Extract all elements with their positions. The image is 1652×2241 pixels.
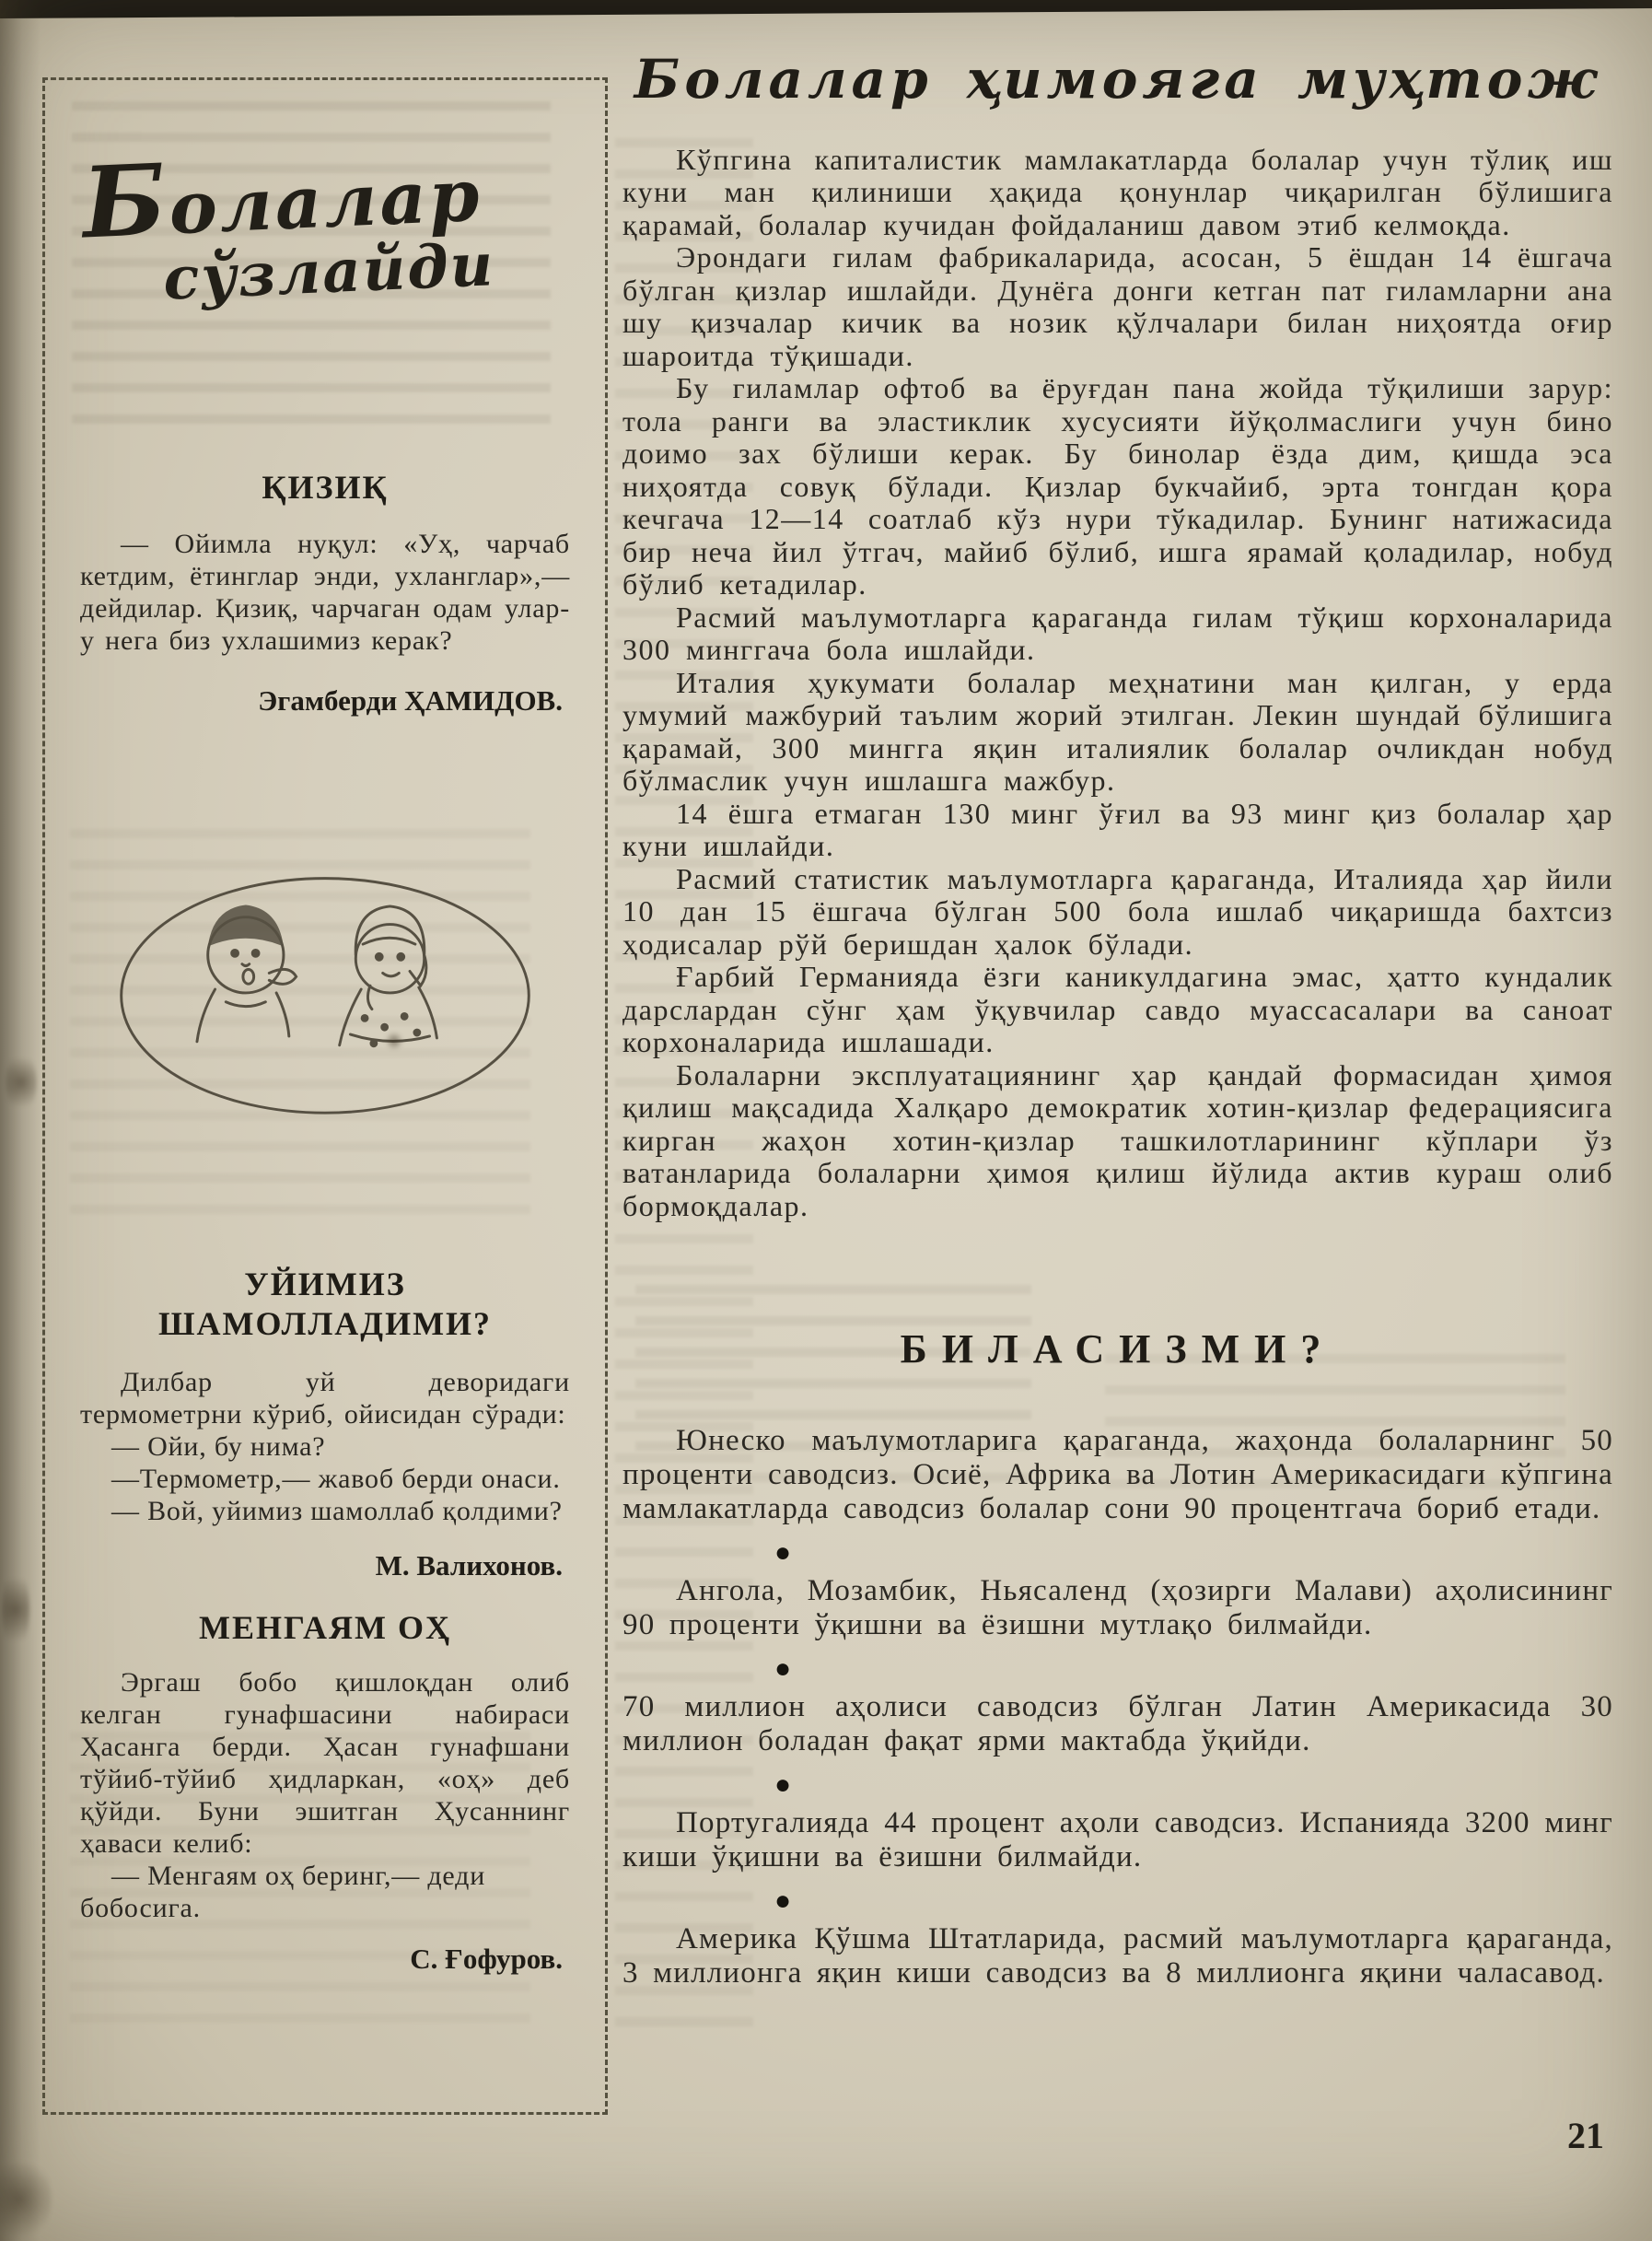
bilasizmi-item: Ангола, Мозамбик, Ньясаленд (ҳозирги Малави) аҳолисининг 90 проценти ўқишни ва ёзишни мутлақо билмайди. bbox=[622, 1574, 1613, 1642]
article-paragraph: Болаларни эксплуатациянинг ҳар қандай формасидан ҳимоя қилиш мақсадида Халқаро демократик хотин-қизлар федерациясига кирган жаҳон хотин-қизлар ташкилотларининг кўплари ўз ватанларида болаларни ҳимоя қилиш йўлида актив кураш олиб бормоқдалар. bbox=[622, 1057, 1613, 1222]
uyimiz-dialogue-line: —Термометр,— жавоб берди онаси. bbox=[111, 1464, 561, 1495]
paper-stain bbox=[385, 1032, 403, 1050]
uyimiz-dialogue-line: — Вой, уйимиз шамоллаб қолдими? bbox=[111, 1496, 563, 1527]
uyimiz-heading-line1: УЙИМИЗ bbox=[244, 1265, 406, 1302]
article-paragraph: Эрондаги гилам фабрикаларида, асосан, 5 ёшдан 14 ёшгача бўлган қизлар ишлайди. Дунёга донги кетган пат гиламларни ана шу қизчалар кичик ва нозик қўлчалари билан ниҳоятда оғир шароитда тўқишади. bbox=[622, 240, 1613, 372]
girl-figure bbox=[340, 906, 437, 1046]
mengayam-signature: С. Ғофуров. bbox=[410, 1943, 563, 1976]
boy-figure bbox=[197, 906, 297, 1042]
bilasizmi-item: Америка Қўшма Штатларида, расмий маълумотларга қараганда, 3 миллионга яқин киши саводсиз ва 8 миллионга яқини чаласавод. bbox=[622, 1922, 1613, 1990]
children-illustration bbox=[109, 856, 541, 1126]
bullet-separator-icon: ● bbox=[774, 1537, 792, 1569]
masthead-logo bbox=[81, 136, 574, 313]
article-paragraph: 14 ёшга етмаган 130 минг ўғил ва 93 минг қиз болалар ҳар куни ишлайди. bbox=[622, 796, 1613, 863]
uyimiz-heading-line2: ШАМОЛЛАДИМИ? bbox=[157, 1305, 493, 1343]
section-heading-qiziq: ҚИЗИҚ bbox=[262, 468, 389, 506]
uyimiz-dialogue-line: — Ойи, бу нима? bbox=[111, 1431, 326, 1463]
section-heading-uyimiz bbox=[80, 1265, 570, 1344]
uyimiz-intro: Дилбар уй деворидаги термометрни кўриб, ойисидан сўради: bbox=[80, 1367, 570, 1430]
article-paragraph: Расмий маълумотларга қараганда гилам тўқиш корхоналарида 300 минггача бола ишлайди. bbox=[622, 600, 1613, 667]
article-paragraph: Кўпгина капиталистик мамлакатларда болалар учун тўлиқ иш куни ман қилиниши ҳақида қонунлар чиқарилган бўлишига қарамай, болалар кучидан фойдаланиш давом этиб келмоқда. bbox=[622, 142, 1613, 241]
qiziq-body: — Ойимла нуқул: «Уҳ, чарчаб кетдим, ётинглар энди, ухланглар»,—дейдилар. Қизиқ, чарчаган одам улар-у нега биз ухлашимиз керак? bbox=[80, 528, 570, 656]
left-column-box bbox=[42, 77, 608, 2115]
bullet-separator-icon: ● bbox=[774, 1769, 792, 1801]
masthead-logo-line2: сўзлайди bbox=[161, 229, 496, 314]
mengayam-body: Эргаш бобо қишлоқдан олиб келган гунафшасини набираси Ҳасанга берди. Ҳасан гунафшани тўйиб-тўйиб ҳидларкан, «оҳ» деб қўйди. Буни эшитган Ҳусаннинг ҳаваси келиб: bbox=[80, 1667, 570, 1860]
page-number: 21 bbox=[1567, 2115, 1604, 2156]
masthead-logo-line1: Болалар bbox=[80, 141, 484, 261]
scan-edge-left bbox=[0, 0, 41, 2241]
article-paragraph: Бу гиламлар офтоб ва ёруғдан пана жойда тўқилиши зарур: тола ранги ва эластиклик хусусияти йўқолмаслиги учун бино доимо зах бўлиши керак. Бу бинолар ёзда дим, қишда эса ниҳоятда совуқ бўлади. Қизлар букчайиб, эрта тонгдан қора кечгача 12—14 соатлаб кўз нури тўкадилар. Бунинг натижасида бир неча йил ўтгач, майиб бўлиб, ишга ярамай қоладилар, нобуд бўлиб кетадилар. bbox=[622, 371, 1613, 601]
article-title: Болалар ҳимояга муҳтож bbox=[634, 48, 1602, 111]
article-paragraph: Италия ҳукумати болалар меҳнатини ман қилган, у ерда умумий мажбурий таълим жорий этилган. Лекин шундай бўлишига қарамай, 300 мингга яқин италиялик болалар очликдан нобуд бўлмаслик учун ишлашга мажбур. bbox=[622, 665, 1613, 798]
article-paragraph: Ғарбий Германияда ёзги каникулдагина эмас, ҳатто кундалик дарслардан сўнг ҳам ўқувчилар савдо муассасалари ва саноат корхоналарида ишлашади. bbox=[622, 960, 1613, 1059]
bilasizmi-item: 70 миллион аҳолиси саводсиз бўлган Латин Америкасида 30 миллион боладан фақат ярми мактабда ўқийди. bbox=[622, 1690, 1613, 1758]
main-article-column bbox=[622, 33, 1613, 1990]
bilasizmi-item: Португалияда 44 процент аҳоли саводсиз. Испанияда 3200 минг киши ўқишни ва ёзишни билмайди. bbox=[622, 1806, 1613, 1874]
article-paragraph: Расмий статистик маълумотларга қараганда, Италияда ҳар йили 10 дан 15 ёшгача бўлган 500 бола ишлаб чиқаришда бахтсиз ҳодисалар рўй беришдан ҳалок бўлади. bbox=[622, 861, 1613, 961]
qiziq-signature: Эгамберди ҲАМИДОВ. bbox=[258, 683, 563, 717]
mengayam-dialogue-line: — Менгаям оҳ беринг,— деди бобосига. bbox=[80, 1861, 486, 1924]
section-heading-mengayam: МЕНГАЯМ ОҲ bbox=[199, 1609, 451, 1647]
illustration-frame bbox=[122, 878, 529, 1113]
uyimiz-signature: М. Валихонов. bbox=[375, 1549, 563, 1582]
bullet-separator-icon: ● bbox=[774, 1885, 792, 1917]
bullet-separator-icon: ● bbox=[774, 1653, 792, 1685]
scan-edge-top bbox=[0, 0, 1652, 18]
bilasizmi-item: Юнеско маълумотларига қараганда, жаҳонда болаларнинг 50 проценти саводсиз. Осиё, Африка ва Лотин Америкасидаги кўпгина мамлакатларда саводсиз болалар сони 90 процентгача бориб етади. bbox=[622, 1424, 1613, 1526]
section-heading-bilasizmi: БИЛАСИЗМИ? bbox=[900, 1326, 1336, 1372]
